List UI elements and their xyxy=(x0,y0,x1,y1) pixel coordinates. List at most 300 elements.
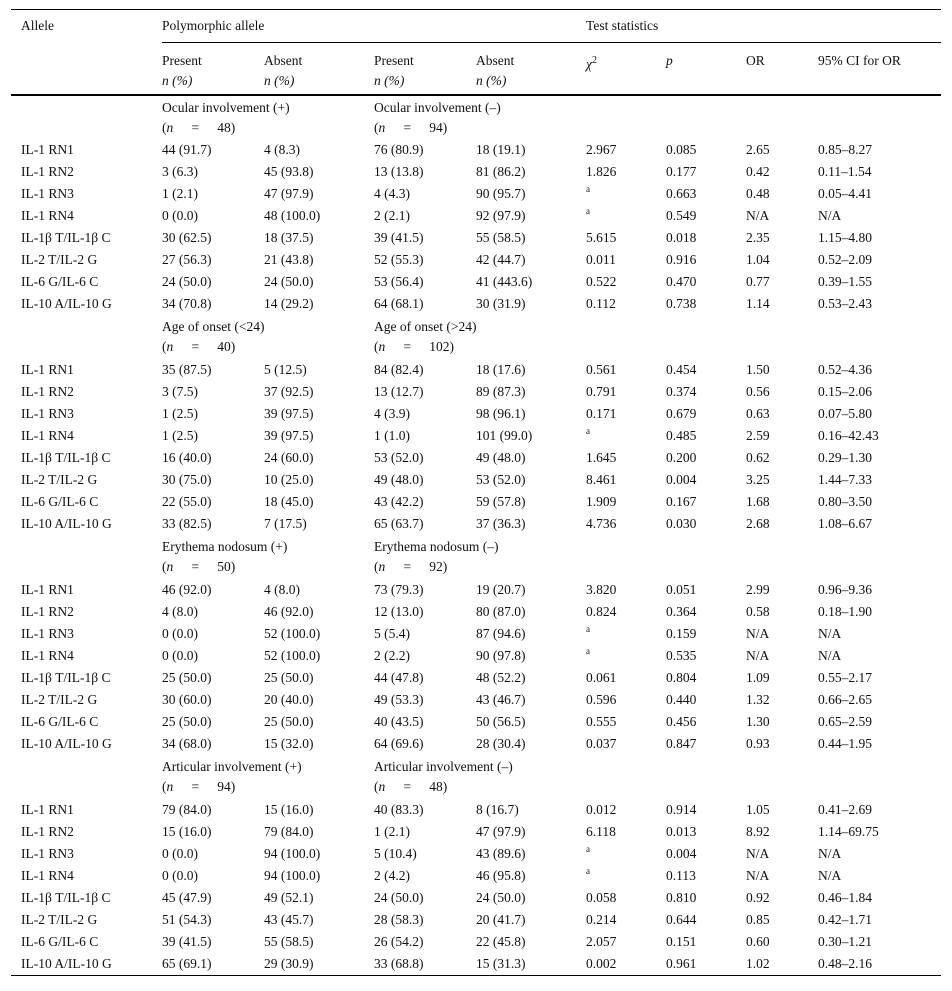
present-pos-cell: 46 (92.0) xyxy=(162,581,212,597)
allele-name-cell: IL-6 G/IL-6 C xyxy=(21,493,99,509)
allele-name-cell: IL-1β T/IL-1β C xyxy=(21,229,111,245)
chi-square-cell: 0.112 xyxy=(586,295,616,311)
table-row xyxy=(11,689,941,711)
absent-pos-cell: 4 (8.3) xyxy=(264,141,300,157)
table-row xyxy=(11,293,941,315)
ci-cell: 0.39–1.55 xyxy=(818,273,873,289)
absent-neg-cell: 28 (30.4) xyxy=(476,735,526,751)
allele-association-table xyxy=(11,9,941,976)
group-header-blank xyxy=(11,755,162,799)
present-pos-cell: 34 (70.8) xyxy=(162,295,212,311)
chi-square-cell: 3.820 xyxy=(586,581,617,597)
allele-name-cell: IL-2 T/IL-2 G xyxy=(21,471,98,487)
ci-cell: 0.18–1.90 xyxy=(818,603,873,619)
table-body xyxy=(11,95,941,976)
present-neg-cell: 5 (5.4) xyxy=(374,625,410,641)
odds-ratio-cell: 2.65 xyxy=(746,141,770,157)
table-row xyxy=(11,843,941,865)
p-value-cell: 0.454 xyxy=(666,361,697,377)
ci-cell: 0.55–2.17 xyxy=(818,669,873,685)
absent-pos-cell: 15 (16.0) xyxy=(264,801,314,817)
table-row xyxy=(11,821,941,843)
odds-ratio-cell: 1.14 xyxy=(746,295,770,311)
group-header-blank xyxy=(11,535,162,579)
odds-ratio-cell: 3.25 xyxy=(746,471,770,487)
ci-cell: N/A xyxy=(818,625,842,641)
present-neg-cell: 2 (4.2) xyxy=(374,867,410,883)
absent-pos-cell: 5 (12.5) xyxy=(264,361,307,377)
odds-ratio-cell: 0.58 xyxy=(746,603,770,619)
chi-square-cell: 0.002 xyxy=(586,953,666,976)
chi-square-cell xyxy=(586,183,666,205)
present-neg-cell: 1 (2.1) xyxy=(374,823,410,839)
absent-neg-cell: 8 (16.7) xyxy=(476,801,519,817)
odds-ratio-cell: 0.62 xyxy=(746,449,770,465)
absent-neg-cell: 80 (87.0) xyxy=(476,603,526,619)
present-pos-cell: 44 (91.7) xyxy=(162,141,212,157)
present-neg-cell: 65 (63.7) xyxy=(374,515,424,531)
odds-ratio-cell: 1.32 xyxy=(746,691,770,707)
absent-neg-cell: 59 (57.8) xyxy=(476,493,526,509)
table-row xyxy=(11,161,941,183)
allele-name-cell: IL-10 A/IL-10 G xyxy=(21,515,112,531)
p-value-cell: 0.549 xyxy=(666,207,697,223)
absent-neg-cell: 101 (99.0) xyxy=(476,427,533,443)
absent-neg-cell: 81 (86.2) xyxy=(476,163,526,179)
present-pos-cell: 0 (0.0) xyxy=(162,647,198,663)
table-row xyxy=(11,381,941,403)
chi-square-cell: 0.061 xyxy=(586,669,617,685)
group-header-spacer xyxy=(586,755,941,799)
allele-name-cell: IL-1 RN4 xyxy=(21,867,74,883)
group-label-text: Age of onset (<24) xyxy=(162,318,265,334)
present-neg-cell: 5 (10.4) xyxy=(374,845,417,861)
allele-name-cell: IL-1 RN3 xyxy=(21,845,74,861)
p-value-header: p xyxy=(666,53,673,68)
odds-ratio-cell: 1.04 xyxy=(746,251,770,267)
allele-name-cell: IL-1 RN1 xyxy=(21,801,74,817)
absent-neg-cell: 20 (41.7) xyxy=(476,911,526,927)
group-n-value: 102 xyxy=(429,338,450,354)
present-neg-cell: 12 (13.0) xyxy=(374,603,424,619)
footnote-marker: a xyxy=(586,205,591,216)
data-table-container xyxy=(11,9,941,976)
chi-square-cell: 2.967 xyxy=(586,141,617,157)
allele-name-cell: IL-1 RN2 xyxy=(21,603,74,619)
allele-name-cell: IL-6 G/IL-6 C xyxy=(21,933,99,949)
chi-square-cell xyxy=(586,425,666,447)
absent-pos-cell: 18 (45.0) xyxy=(264,493,314,509)
odds-ratio-cell: 1.05 xyxy=(746,801,770,817)
allele-name-cell: IL-2 T/IL-2 G xyxy=(21,691,98,707)
allele-name-cell: IL-1 RN1 xyxy=(21,581,74,597)
absent-pos-cell: 29 (30.9) xyxy=(264,953,374,976)
chi-square-cell: 0.522 xyxy=(586,273,617,289)
p-value-cell: 0.013 xyxy=(666,823,697,839)
present-pos-cell: 4 (8.0) xyxy=(162,603,198,619)
absent-neg-cell: 46 (95.8) xyxy=(476,867,526,883)
present-neg-cell: 40 (43.5) xyxy=(374,713,424,729)
allele-name-cell: IL-10 A/IL-10 G xyxy=(11,953,162,976)
group-header-row xyxy=(11,95,941,139)
present-pos-cell: 3 (6.3) xyxy=(162,163,198,179)
table-row xyxy=(11,359,941,381)
absent-neg-cell: 18 (19.1) xyxy=(476,141,526,157)
p-value-cell: 0.810 xyxy=(666,889,697,905)
group-positive-label: Articular involvement (+) (n = 94) xyxy=(162,758,302,794)
chi-square-cell: 0.791 xyxy=(586,383,617,399)
odds-ratio-cell: 0.77 xyxy=(746,273,770,289)
odds-ratio-cell: 0.48 xyxy=(746,185,770,201)
table-row xyxy=(11,403,941,425)
group-label-text: Articular involvement (+) xyxy=(162,758,302,774)
present-neg-cell: 76 (80.9) xyxy=(374,141,424,157)
present-pos-cell: 0 (0.0) xyxy=(162,207,198,223)
odds-ratio-cell: 1.30 xyxy=(746,713,770,729)
group-negative-label: Ocular involvement (–) (n = 94) xyxy=(374,99,501,135)
present-pos-cell: 30 (75.0) xyxy=(162,471,212,487)
present-pos-cell: 51 (54.3) xyxy=(162,911,212,927)
p-value-cell: 0.200 xyxy=(666,449,697,465)
p-value-cell: 0.485 xyxy=(666,427,697,443)
present-neg-cell: 64 (68.1) xyxy=(374,295,424,311)
present-pos-cell: 33 (82.5) xyxy=(162,515,212,531)
present-neg-cell: 26 (54.2) xyxy=(374,933,424,949)
present-pos-header: Present n (%) xyxy=(162,53,202,88)
present-pos-cell: 0 (0.0) xyxy=(162,625,198,641)
polymorphic-allele-header: Polymorphic allele xyxy=(162,10,586,43)
chi-square-cell xyxy=(586,645,666,667)
table-header xyxy=(11,10,941,95)
group-header-row xyxy=(11,535,941,579)
group-header-row xyxy=(11,315,941,359)
odds-ratio-cell: 0.93 xyxy=(746,735,770,751)
absent-neg-header: Absent n (%) xyxy=(476,53,515,88)
present-neg-header: Present n (%) xyxy=(374,53,414,88)
chi-square-cell: 0.011 xyxy=(586,251,616,267)
chi-square-cell: 8.461 xyxy=(586,471,617,487)
present-pos-cell: 34 (68.0) xyxy=(162,735,212,751)
absent-neg-cell: 41 (443.6) xyxy=(476,273,533,289)
absent-pos-cell: 43 (45.7) xyxy=(264,911,314,927)
table-row xyxy=(11,249,941,271)
absent-pos-cell: 45 (93.8) xyxy=(264,163,314,179)
odds-ratio-cell: 8.92 xyxy=(746,823,770,839)
group-n-value: 48 xyxy=(217,119,231,135)
allele-name-cell: IL-1 RN4 xyxy=(21,207,74,223)
p-value-cell: 0.914 xyxy=(666,801,697,817)
chi-square-cell xyxy=(586,865,666,887)
ci-cell: N/A xyxy=(818,647,842,663)
chi-square-cell: 6.118 xyxy=(586,823,616,839)
p-value-cell: 0.679 xyxy=(666,405,697,421)
table-row xyxy=(11,953,941,976)
allele-name-cell: IL-1 RN3 xyxy=(21,405,74,421)
chi-square-cell: 0.037 xyxy=(586,735,617,751)
odds-ratio-cell: 0.63 xyxy=(746,405,770,421)
group-header-spacer xyxy=(586,315,941,359)
present-pos-cell: 0 (0.0) xyxy=(162,845,198,861)
chi-square-cell xyxy=(586,623,666,645)
ci-cell: 1.08–6.67 xyxy=(818,515,873,531)
present-pos-cell: 24 (50.0) xyxy=(162,273,212,289)
allele-name-cell: IL-1 RN1 xyxy=(21,361,74,377)
ci-cell: N/A xyxy=(818,845,842,861)
group-n-value: 48 xyxy=(429,778,443,794)
absent-pos-header: Absent n (%) xyxy=(264,53,303,88)
absent-pos-cell: 52 (100.0) xyxy=(264,625,321,641)
group-negative-label: Age of onset (>24) (n = 102) xyxy=(374,318,477,354)
table-row xyxy=(11,491,941,513)
p-value-cell: 0.804 xyxy=(666,669,697,685)
allele-name-cell: IL-2 T/IL-2 G xyxy=(21,251,98,267)
absent-pos-cell: 55 (58.5) xyxy=(264,933,314,949)
absent-neg-cell: 24 (50.0) xyxy=(476,889,526,905)
table-row xyxy=(11,931,941,953)
p-value-cell: 0.030 xyxy=(666,515,697,531)
absent-neg-cell: 37 (36.3) xyxy=(476,515,526,531)
absent-pos-cell: 4 (8.0) xyxy=(264,581,300,597)
table-row xyxy=(11,601,941,623)
absent-pos-cell: 79 (84.0) xyxy=(264,823,314,839)
present-neg-cell: 2 (2.1) xyxy=(374,207,410,223)
odds-ratio-cell: 1.09 xyxy=(746,669,770,685)
absent-neg-cell: 53 (52.0) xyxy=(476,471,526,487)
group-positive-label: Ocular involvement (+) (n = 48) xyxy=(162,99,290,135)
ci-cell: N/A xyxy=(818,207,842,223)
allele-name-cell: IL-2 T/IL-2 G xyxy=(21,911,98,927)
present-pos-cell: 3 (7.5) xyxy=(162,383,198,399)
absent-pos-cell: 21 (43.8) xyxy=(264,251,314,267)
present-neg-cell: 49 (48.0) xyxy=(374,471,424,487)
ci-cell: 0.11–1.54 xyxy=(818,163,872,179)
chi-square-cell xyxy=(586,843,666,865)
absent-neg-cell: 43 (89.6) xyxy=(476,845,526,861)
table-row xyxy=(11,579,941,601)
absent-pos-cell: 37 (92.5) xyxy=(264,383,314,399)
p-value-cell: 0.663 xyxy=(666,185,697,201)
present-pos-cell: 1 (2.1) xyxy=(162,185,198,201)
table-row xyxy=(11,865,941,887)
present-pos-cell: 22 (55.0) xyxy=(162,493,212,509)
absent-pos-cell: 24 (50.0) xyxy=(264,273,314,289)
odds-ratio-cell: 0.85 xyxy=(746,911,770,927)
present-pos-cell: 25 (50.0) xyxy=(162,669,212,685)
group-negative-label: Erythema nodosum (–) (n = 92) xyxy=(374,538,499,574)
table-row xyxy=(11,887,941,909)
absent-neg-cell: 48 (52.2) xyxy=(476,669,526,685)
table-row xyxy=(11,513,941,535)
ci-cell: 1.44–7.33 xyxy=(818,471,873,487)
ci-cell: 0.53–2.43 xyxy=(818,295,873,311)
p-value-cell: 0.167 xyxy=(666,493,697,509)
ci-cell: 0.85–8.27 xyxy=(818,141,873,157)
ci-cell: 0.52–2.09 xyxy=(818,251,873,267)
absent-neg-cell: 49 (48.0) xyxy=(476,449,526,465)
table-row xyxy=(11,139,941,161)
p-value-cell: 0.364 xyxy=(666,603,697,619)
odds-ratio-cell: 1.68 xyxy=(746,493,770,509)
absent-neg-cell: 55 (58.5) xyxy=(476,229,526,245)
absent-pos-cell: 25 (50.0) xyxy=(264,669,314,685)
allele-name-cell: IL-1β T/IL-1β C xyxy=(21,669,111,685)
present-neg-cell: 39 (41.5) xyxy=(374,229,424,245)
odds-ratio-cell: N/A xyxy=(746,845,770,861)
chi-square-cell: 0.561 xyxy=(586,361,617,377)
absent-pos-cell: 39 (97.5) xyxy=(264,405,314,421)
chi-square-cell: 0.596 xyxy=(586,691,617,707)
odds-ratio-cell: 0.92 xyxy=(746,889,770,905)
test-statistics-header: Test statistics xyxy=(586,10,941,43)
allele-name-cell: IL-1 RN2 xyxy=(21,163,74,179)
ci-cell: 0.30–1.21 xyxy=(818,933,873,949)
absent-pos-cell: 47 (97.9) xyxy=(264,185,314,201)
allele-name-cell: IL-1β T/IL-1β C xyxy=(21,449,111,465)
present-neg-cell: 13 (12.7) xyxy=(374,383,424,399)
p-value-cell: 0.535 xyxy=(666,647,697,663)
footnote-marker: a xyxy=(586,645,591,656)
ci-cell: 0.07–5.80 xyxy=(818,405,873,421)
present-neg-cell: 52 (55.3) xyxy=(374,251,424,267)
chi-square-cell: 0.824 xyxy=(586,603,617,619)
present-neg-cell: 2 (2.2) xyxy=(374,647,410,663)
odds-ratio-cell: 2.35 xyxy=(746,229,770,245)
allele-name-cell: IL-1 RN2 xyxy=(21,823,74,839)
ci-cell: 0.80–3.50 xyxy=(818,493,873,509)
absent-pos-cell: 25 (50.0) xyxy=(264,713,314,729)
absent-pos-cell: 24 (60.0) xyxy=(264,449,314,465)
present-neg-cell: 28 (58.3) xyxy=(374,911,424,927)
present-pos-cell: 30 (60.0) xyxy=(162,691,212,707)
ci-cell: 0.46–1.84 xyxy=(818,889,873,905)
present-neg-cell: 53 (56.4) xyxy=(374,273,424,289)
chi-square-cell: 5.615 xyxy=(586,229,617,245)
group-header-blank xyxy=(11,315,162,359)
group-label-text: Age of onset (>24) xyxy=(374,318,477,334)
present-neg-cell: 84 (82.4) xyxy=(374,361,424,377)
present-pos-cell: 65 (69.1) xyxy=(162,953,264,976)
absent-pos-cell: 10 (25.0) xyxy=(264,471,314,487)
group-label-text: Erythema nodosum (–) xyxy=(374,538,499,554)
absent-neg-cell: 18 (17.6) xyxy=(476,361,526,377)
present-neg-cell: 4 (3.9) xyxy=(374,405,410,421)
p-value-cell: 0.051 xyxy=(666,581,697,597)
odds-ratio-cell: 2.99 xyxy=(746,581,770,597)
absent-neg-cell: 15 (31.3) xyxy=(476,953,586,976)
table-row xyxy=(11,733,941,755)
present-neg-cell: 4 (4.3) xyxy=(374,185,410,201)
chi-square-cell: 1.826 xyxy=(586,163,617,179)
present-neg-cell: 1 (1.0) xyxy=(374,427,410,443)
group-label-text: Ocular involvement (+) xyxy=(162,99,290,115)
absent-pos-cell: 94 (100.0) xyxy=(264,845,321,861)
footnote-marker: a xyxy=(586,843,591,854)
p-value-cell: 0.374 xyxy=(666,383,697,399)
absent-pos-cell: 48 (100.0) xyxy=(264,207,321,223)
present-neg-cell: 40 (83.3) xyxy=(374,801,424,817)
ci-cell: 0.65–2.59 xyxy=(818,713,873,729)
odds-ratio-cell: 0.60 xyxy=(746,933,770,949)
p-value-cell: 0.440 xyxy=(666,691,697,707)
ci-cell: 0.15–2.06 xyxy=(818,383,873,399)
table-row xyxy=(11,183,941,205)
p-value-cell: 0.847 xyxy=(666,735,697,751)
present-pos-cell: 1 (2.5) xyxy=(162,405,198,421)
table-row xyxy=(11,205,941,227)
present-pos-cell: 0 (0.0) xyxy=(162,867,198,883)
present-pos-cell: 35 (87.5) xyxy=(162,361,212,377)
absent-pos-cell: 39 (97.5) xyxy=(264,427,314,443)
group-header-row xyxy=(11,755,941,799)
group-n-value: 94 xyxy=(429,119,443,135)
allele-name-cell: IL-1 RN4 xyxy=(21,427,74,443)
odds-ratio-header: OR xyxy=(746,53,765,68)
allele-name-cell: IL-10 A/IL-10 G xyxy=(21,735,112,751)
p-value-cell: 0.159 xyxy=(666,625,697,641)
absent-neg-cell: 47 (97.9) xyxy=(476,823,526,839)
present-neg-cell: 33 (68.8) xyxy=(374,953,476,976)
present-pos-cell: 39 (41.5) xyxy=(162,933,212,949)
chi-square-cell: 0.058 xyxy=(586,889,617,905)
allele-name-cell: IL-1 RN3 xyxy=(21,625,74,641)
absent-pos-cell: 15 (32.0) xyxy=(264,735,314,751)
ci-cell: 0.48–2.16 xyxy=(818,953,941,976)
odds-ratio-cell: 1.02 xyxy=(746,953,818,976)
chi-square-cell xyxy=(586,205,666,227)
group-n-value: 92 xyxy=(429,558,443,574)
group-header-spacer xyxy=(586,95,941,139)
chi-square-cell: 4.736 xyxy=(586,515,617,531)
present-neg-cell: 43 (42.2) xyxy=(374,493,424,509)
odds-ratio-cell: N/A xyxy=(746,867,770,883)
absent-pos-cell: 20 (40.0) xyxy=(264,691,314,707)
group-positive-label: Age of onset (<24) (n = 40) xyxy=(162,318,265,354)
odds-ratio-cell: 2.59 xyxy=(746,427,770,443)
p-value-cell: 0.177 xyxy=(666,163,697,179)
ci-cell: 1.14–69.75 xyxy=(818,823,879,839)
p-value-cell: 0.085 xyxy=(666,141,697,157)
table-row xyxy=(11,447,941,469)
footnote-marker: a xyxy=(586,623,591,634)
footnote-marker: a xyxy=(586,865,591,876)
odds-ratio-cell: N/A xyxy=(746,207,770,223)
table-row xyxy=(11,469,941,491)
ci-cell: N/A xyxy=(818,867,842,883)
table-row xyxy=(11,271,941,293)
ci-cell: 0.16–42.43 xyxy=(818,427,879,443)
p-value-cell: 0.470 xyxy=(666,273,697,289)
present-pos-cell: 30 (62.5) xyxy=(162,229,212,245)
table-row xyxy=(11,799,941,821)
ci-cell: 1.15–4.80 xyxy=(818,229,873,245)
allele-name-cell: IL-6 G/IL-6 C xyxy=(21,273,99,289)
absent-pos-cell: 46 (92.0) xyxy=(264,603,314,619)
group-header-blank xyxy=(11,95,162,139)
allele-name-cell: IL-10 A/IL-10 G xyxy=(21,295,112,311)
p-value-cell: 0.151 xyxy=(666,933,697,949)
table-row xyxy=(11,645,941,667)
allele-name-cell: IL-1 RN2 xyxy=(21,383,74,399)
absent-neg-cell: 42 (44.7) xyxy=(476,251,526,267)
group-negative-label: Articular involvement (–) (n = 48) xyxy=(374,758,513,794)
group-n-value: 40 xyxy=(217,338,231,354)
odds-ratio-cell: 2.68 xyxy=(746,515,770,531)
chi-square-cell: 0.555 xyxy=(586,713,617,729)
p-value-cell: 0.961 xyxy=(666,953,746,976)
absent-neg-cell: 92 (97.9) xyxy=(476,207,526,223)
table-row xyxy=(11,909,941,931)
absent-neg-cell: 22 (45.8) xyxy=(476,933,526,949)
